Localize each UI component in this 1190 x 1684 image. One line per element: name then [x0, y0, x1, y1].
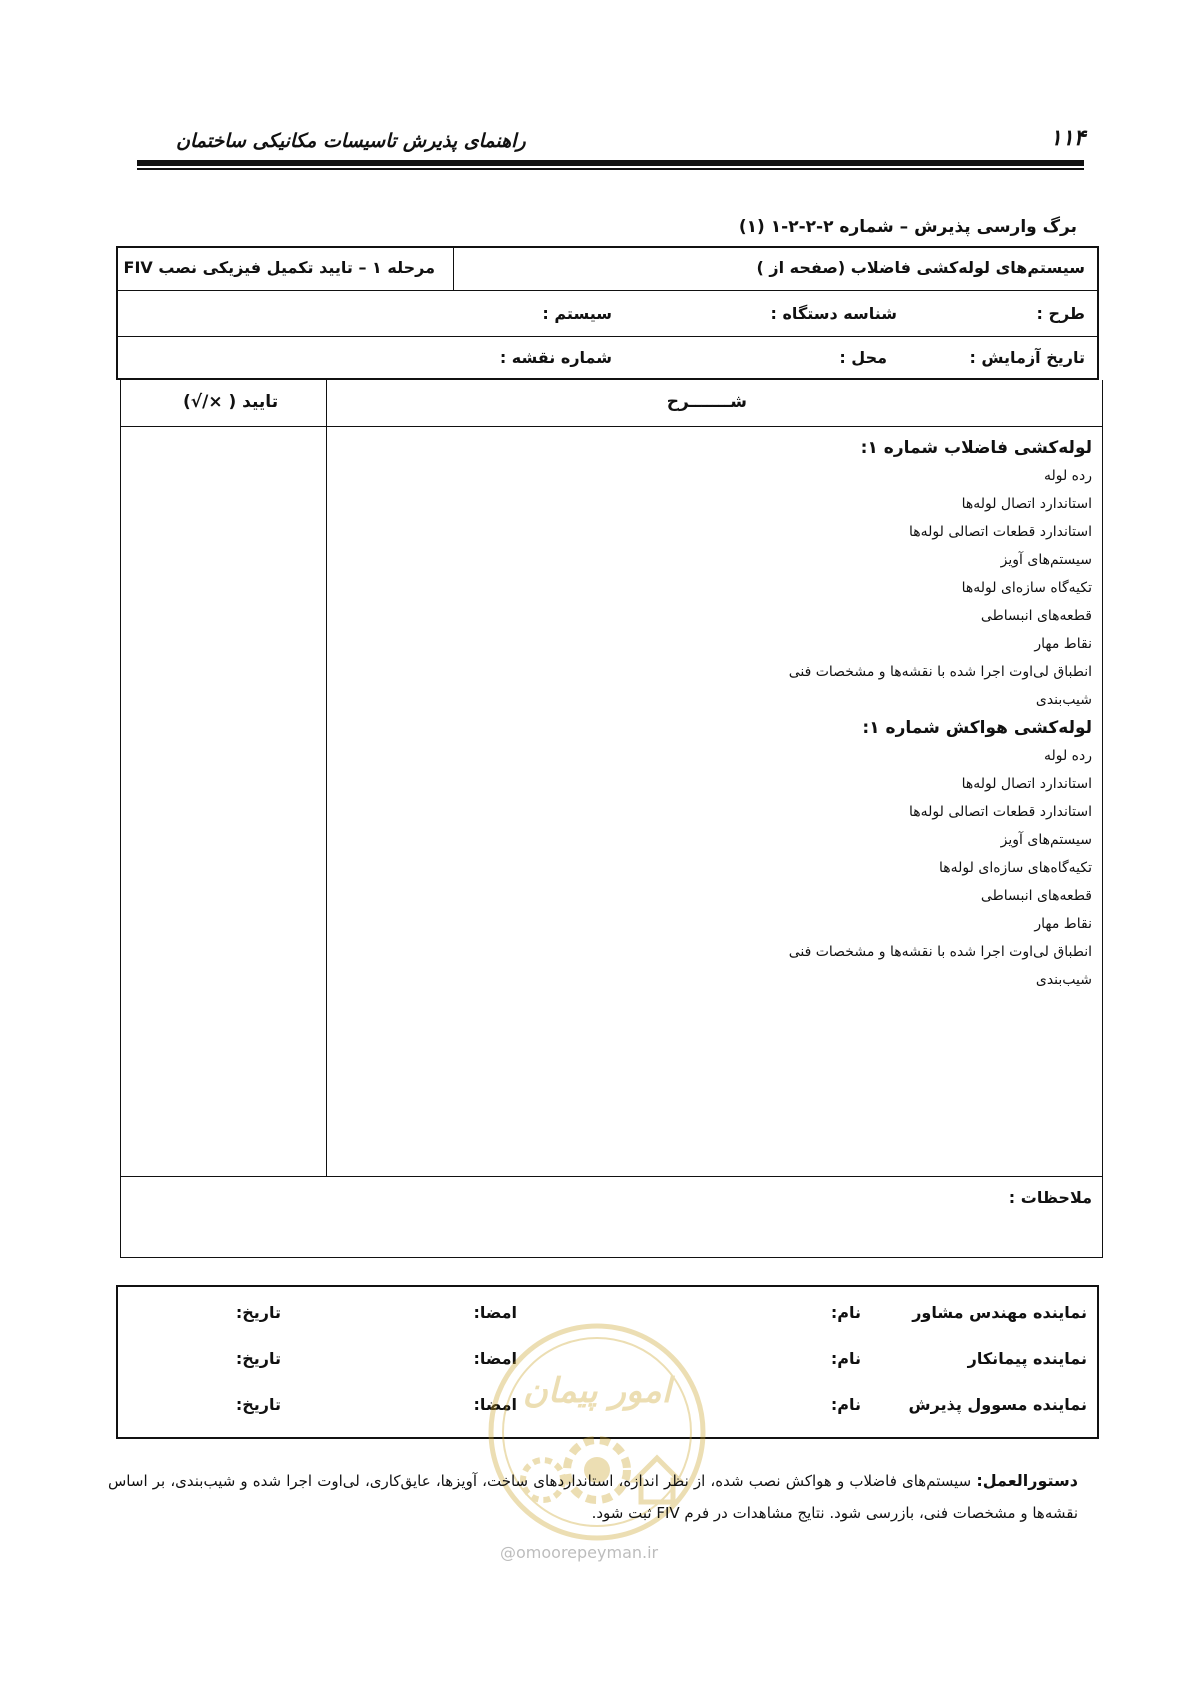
section-title: لوله‌کشی هواکش شماره ۱:: [862, 718, 1092, 738]
watermark-site: @omoorepeyman.ir: [500, 1543, 659, 1562]
list-item: رده لوله: [1043, 748, 1092, 764]
list-item: انطباق لی‌اوت اجرا شده با نقشه‌ها و مشخصات فنی: [788, 664, 1092, 680]
header-divider: [118, 336, 1097, 337]
list-item: شیب‌بندی: [1035, 692, 1092, 708]
instructions: [108, 1465, 1078, 1529]
test-date-label: تاریخ آزمایش :: [969, 348, 1085, 367]
page-number: ۱۱۴: [1050, 126, 1086, 151]
signature-label: امضا:: [473, 1395, 517, 1414]
header-column-divider: [453, 248, 454, 290]
device-id-label: شناسه دستگاه :: [770, 304, 897, 323]
list-item: رده لوله: [1043, 468, 1092, 484]
name-label: نام:: [830, 1395, 861, 1414]
header-divider: [118, 290, 1097, 291]
column-header-divider: [121, 426, 1102, 427]
instructions-text: سیستم‌های فاضلاب و هواکش نصب شده، از نظر اندازه، استانداردهای ساخت، آویزها، عایق‌کاری، لی‌اوت اجرا شده و شیب‌بندی، بر اساس نقشه‌ها و مشخصات فنی، بازرسی شود. نتایج مشاهدات در فرم FIV ثبت شود.: [108, 1472, 1078, 1522]
book-title: راهنمای پذیرش تاسیسات مکانیکی ساختمان: [176, 130, 526, 152]
list-item: تکیه‌گاه سازه‌ای لوله‌ها: [961, 580, 1092, 596]
instructions-label: دستورالعمل:: [976, 1471, 1078, 1490]
header-rule-thin: [137, 168, 1084, 170]
signature-label: امضا:: [473, 1349, 517, 1368]
list-item: تکیه‌گاه‌های سازه‌ای لوله‌ها: [939, 860, 1092, 876]
remarks-label: ملاحظات :: [1008, 1188, 1092, 1207]
drawing-number-label: شماره نقشه :: [499, 348, 612, 367]
list-item: سیستم‌های آویز: [1000, 552, 1092, 568]
list-item: نقاط مهار: [1034, 636, 1092, 652]
list-item: قطعه‌های انبساطی: [980, 888, 1092, 904]
form-title: برگ وارسی پذیرش – شماره ۲-۲-۲-۱ (۱): [738, 217, 1077, 237]
list-item: استاندارد اتصال لوله‌ها: [961, 496, 1092, 512]
list-item: شیب‌بندی: [1035, 972, 1092, 988]
form-header-table: [116, 246, 1099, 380]
remarks-divider: [121, 1176, 1102, 1177]
list-item: قطعه‌های انبساطی: [980, 608, 1092, 624]
date-label: تاریخ:: [235, 1395, 281, 1414]
checklist-items: [392, 434, 1092, 994]
section-title: لوله‌کشی فاضلاب شماره ۱:: [860, 438, 1092, 458]
list-item: استاندارد قطعات اتصالی لوله‌ها: [908, 804, 1092, 820]
date-label: تاریخ:: [235, 1349, 281, 1368]
approval-header: تایید ( ×/√): [183, 392, 279, 412]
system-name: سیستم‌های لوله‌کشی فاضلاب (صفحه از ): [756, 258, 1085, 277]
signatory-contractor: نماینده پیمانکار: [967, 1349, 1087, 1368]
signatory-consultant: نماینده مهندس مشاور: [912, 1303, 1087, 1322]
location-label: محل :: [839, 348, 887, 367]
project-label: طرح :: [1036, 304, 1085, 323]
list-item: استاندارد قطعات اتصالی لوله‌ها: [908, 524, 1092, 540]
approval-column-divider: [326, 380, 327, 1176]
list-item: استاندارد اتصال لوله‌ها: [961, 776, 1092, 792]
checklist-table: [120, 380, 1103, 1258]
header-rule: [137, 160, 1084, 166]
name-label: نام:: [830, 1303, 861, 1322]
system-label: سیستم :: [542, 304, 612, 323]
signatory-acceptance: نماینده مسوول پذیرش: [908, 1395, 1087, 1414]
list-item: سیستم‌های آویز: [1000, 832, 1092, 848]
list-item: انطباق لی‌اوت اجرا شده با نقشه‌ها و مشخصات فنی: [788, 944, 1092, 960]
list-item: نقاط مهار: [1034, 916, 1092, 932]
date-label: تاریخ:: [235, 1303, 281, 1322]
watermark-text: امور پیمان: [522, 1371, 672, 1411]
stage-label: مرحله ۱ – تایید تکمیل فیزیکی نصب FIV: [123, 258, 435, 277]
signature-label: امضا:: [473, 1303, 517, 1322]
name-label: نام:: [830, 1349, 861, 1368]
description-header: شـــــــرح: [666, 392, 747, 412]
